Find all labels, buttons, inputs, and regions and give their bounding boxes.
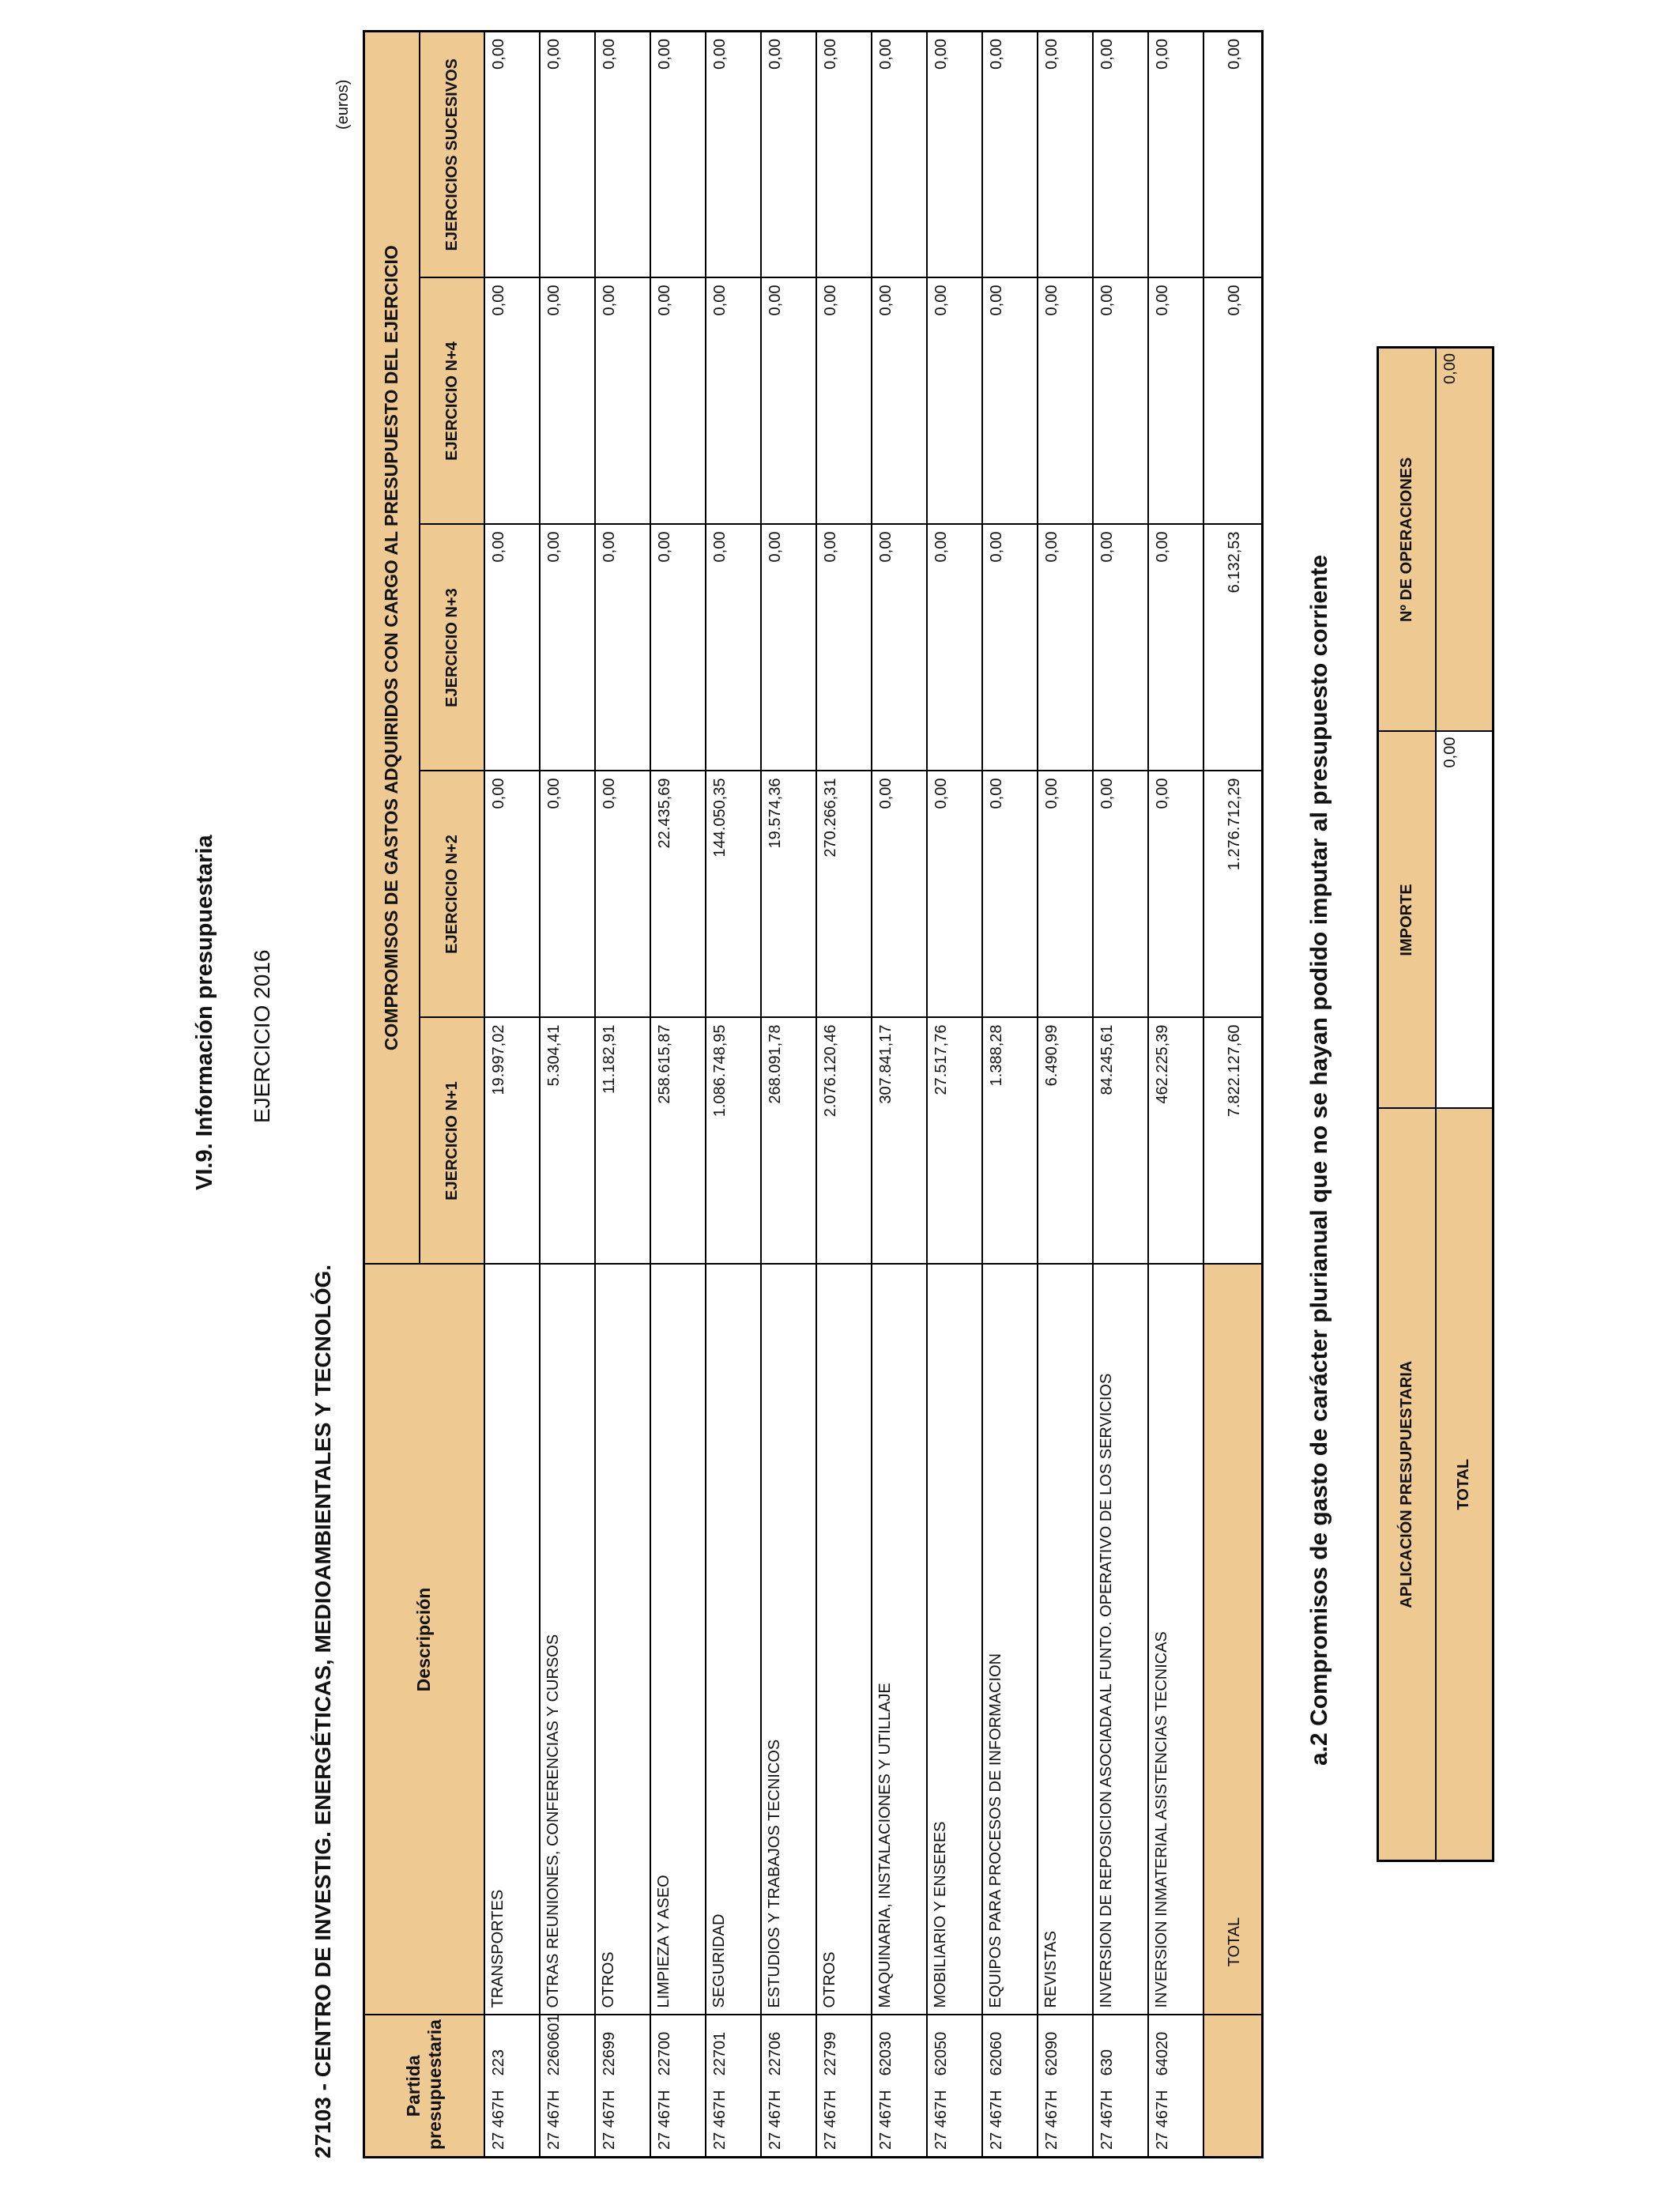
table-row — [540, 31, 595, 2157]
n1-cell: 27.517,76 — [927, 1018, 982, 1265]
descripcion-cell: TRANSPORTES — [484, 1265, 540, 2015]
n4-cell: 0,00 — [650, 278, 706, 525]
concept-code: 64020 — [1153, 2031, 1171, 2076]
col-n3-header: EJERCICIO N+3 — [420, 525, 484, 771]
table-row — [761, 31, 816, 2157]
n4-cell: 0,00 — [540, 278, 595, 525]
a2-col-operaciones: Nº DE OPERACIONES — [1378, 348, 1436, 732]
partida-cell — [927, 2015, 982, 2158]
sucesivos-cell: 0,00 — [816, 31, 872, 277]
total-empty-cell — [1203, 2015, 1263, 2158]
partida-cell — [872, 2015, 927, 2158]
descripcion-cell: SEGURIDAD — [706, 1265, 761, 2015]
sucesivos-cell: 0,00 — [761, 31, 816, 277]
sucesivos-cell: 0,00 — [706, 31, 761, 277]
section-a2-title: a.2 Compromisos de gasto de carácter plurianual que no se hayan podido imputar al presupuesto corriente — [1306, 554, 1332, 1766]
n2-cell: 0,00 — [927, 771, 982, 1018]
n2-cell: 0,00 — [540, 771, 595, 1018]
n4-cell: 0,00 — [595, 278, 650, 525]
sucesivos-cell: 0,00 — [872, 31, 927, 277]
col-partida-header: Partida presupuestaria — [364, 2015, 484, 2158]
a2-total-operaciones: 0,00 — [1436, 348, 1494, 732]
program-code: 27 467H — [544, 2090, 563, 2150]
partida-cell — [484, 2015, 540, 2158]
n1-cell: 268.091,78 — [761, 1018, 816, 1265]
sucesivos-cell: 0,00 — [595, 31, 650, 277]
program-code: 27 467H — [655, 2090, 673, 2150]
n3-cell: 0,00 — [927, 525, 982, 771]
n2-cell: 22.435,69 — [650, 771, 706, 1018]
partida-cell — [706, 2015, 761, 2158]
commitments-table — [363, 30, 1264, 2158]
program-code: 27 467H — [987, 2090, 1005, 2150]
n1-cell: 1.388,28 — [982, 1018, 1038, 1265]
descripcion-cell: MAQUINARIA, INSTALACIONES Y UTILLAJE — [872, 1265, 927, 2015]
entity-heading: 27103 - CENTRO DE INVESTIG. ENERGÉTICAS, MEDIOAMBIENTALES Y TECNOLÓG. — [311, 1264, 335, 2158]
n3-cell: 0,00 — [595, 525, 650, 771]
col-n4-header: EJERCICIO N+4 — [420, 278, 484, 525]
group-header: COMPROMISOS DE GASTOS ADQUIRIDOS CON CARGO AL PRESUPUESTO DEL EJERCICIO — [364, 31, 420, 1264]
concept-code: 630 — [1098, 2049, 1116, 2076]
n2-cell: 0,00 — [484, 771, 540, 1018]
descripcion-cell: MOBILIARIO Y ENSERES — [927, 1265, 982, 2015]
total-row — [1203, 31, 1263, 2157]
n1-cell: 84.245,61 — [1093, 1018, 1148, 1265]
sucesivos-cell: 0,00 — [1093, 31, 1148, 277]
n1-cell: 258.615,87 — [650, 1018, 706, 1265]
concept-code: 62060 — [987, 2031, 1005, 2076]
sucesivos-cell: 0,00 — [1148, 31, 1203, 277]
descripcion-cell: ESTUDIOS Y TRABAJOS TECNICOS — [761, 1265, 816, 2015]
descripcion-cell: LIMPIEZA Y ASEO — [650, 1265, 706, 2015]
total-label: TOTAL — [1203, 1265, 1263, 2015]
n1-cell: 462.225,39 — [1148, 1018, 1203, 1265]
partida-cell — [1148, 2015, 1203, 2158]
partida-cell — [595, 2015, 650, 2158]
program-code: 27 467H — [600, 2090, 618, 2150]
program-code: 27 467H — [710, 2090, 729, 2150]
table-row — [706, 31, 761, 2157]
concept-code: 223 — [489, 2049, 507, 2076]
n1-cell: 307.841,17 — [872, 1018, 927, 1265]
table-row — [595, 31, 650, 2157]
program-code: 27 467H — [821, 2090, 839, 2150]
n3-cell: 0,00 — [1148, 525, 1203, 771]
descripcion-cell: INVERSION DE REPOSICION ASOCIADA AL FUNTO. OPERATIVO DE LOS SERVICIOS — [1093, 1265, 1148, 2015]
a2-total-importe: 0,00 — [1436, 732, 1494, 1109]
n2-cell: 0,00 — [1038, 771, 1093, 1018]
total-n4: 0,00 — [1203, 278, 1263, 525]
table-row — [484, 31, 540, 2157]
n3-cell: 0,00 — [650, 525, 706, 771]
descripcion-cell: OTROS — [595, 1265, 650, 2015]
descripcion-cell: OTROS — [816, 1265, 872, 2015]
n2-cell: 0,00 — [982, 771, 1038, 1018]
sucesivos-cell: 0,00 — [484, 31, 540, 277]
partida-cell — [816, 2015, 872, 2158]
table-row — [927, 31, 982, 2157]
concept-code: 22799 — [821, 2031, 839, 2076]
concept-code: 62090 — [1042, 2031, 1060, 2076]
n1-cell: 6.490,99 — [1038, 1018, 1093, 1265]
total-sucesivos: 0,00 — [1203, 31, 1263, 277]
sucesivos-cell: 0,00 — [927, 31, 982, 277]
fiscal-year: EJERCICIO 2016 — [250, 949, 274, 1123]
n4-cell: 0,00 — [706, 278, 761, 525]
n4-cell: 0,00 — [1093, 278, 1148, 525]
partida-cell — [1038, 2015, 1093, 2158]
n3-cell: 0,00 — [816, 525, 872, 771]
table-body — [484, 31, 1203, 2157]
n4-cell: 0,00 — [484, 278, 540, 525]
n4-cell: 0,00 — [927, 278, 982, 525]
sucesivos-cell: 0,00 — [540, 31, 595, 277]
col-descripcion-header: Descripción — [364, 1265, 484, 2015]
n1-cell: 5.304,41 — [540, 1018, 595, 1265]
program-code: 27 467H — [876, 2090, 895, 2150]
program-code: 27 467H — [1098, 2090, 1116, 2150]
n4-cell: 0,00 — [1148, 278, 1203, 525]
n2-cell: 0,00 — [872, 771, 927, 1018]
table-row — [1093, 31, 1148, 2157]
n3-cell: 0,00 — [540, 525, 595, 771]
concept-code: 2260601 — [544, 2014, 563, 2076]
sucesivos-cell: 0,00 — [650, 31, 706, 277]
program-code: 27 467H — [1153, 2090, 1171, 2150]
n1-cell: 19.997,02 — [484, 1018, 540, 1265]
partida-cell — [650, 2015, 706, 2158]
program-code: 27 467H — [932, 2090, 950, 2150]
concept-code: 22699 — [600, 2031, 618, 2076]
col-n2-header: EJERCICIO N+2 — [420, 771, 484, 1018]
concept-code: 62050 — [932, 2031, 950, 2076]
total-n3: 6.132,53 — [1203, 525, 1263, 771]
total-n1: 7.822.127,60 — [1203, 1018, 1263, 1265]
col-sucesivos-header: EJERCICIOS SUCESIVOS — [420, 31, 484, 277]
n4-cell: 0,00 — [761, 278, 816, 525]
program-code: 27 467H — [489, 2090, 507, 2150]
program-code: 27 467H — [1042, 2090, 1060, 2150]
n4-cell: 0,00 — [1038, 278, 1093, 525]
descripcion-cell: INVERSION INMATERIAL ASISTENCIAS TECNICAS — [1148, 1265, 1203, 2015]
a2-table — [1377, 346, 1494, 1862]
n3-cell: 0,00 — [982, 525, 1038, 771]
concept-code: 22701 — [710, 2031, 729, 2076]
n2-cell: 0,00 — [1093, 771, 1148, 1018]
n1-cell: 1.086.748,95 — [706, 1018, 761, 1265]
sucesivos-cell: 0,00 — [982, 31, 1038, 277]
concept-code: 22700 — [655, 2031, 673, 2076]
page-title: VI.9. Información presupuestaria — [192, 835, 217, 1190]
descripcion-cell: REVISTAS — [1038, 1265, 1093, 2015]
n3-cell: 0,00 — [1093, 525, 1148, 771]
table-row — [872, 31, 927, 2157]
n2-cell: 270.266,31 — [816, 771, 872, 1018]
n2-cell: 0,00 — [595, 771, 650, 1018]
program-code: 27 467H — [766, 2090, 784, 2150]
table-row — [816, 31, 872, 2157]
n4-cell: 0,00 — [982, 278, 1038, 525]
units-label: (euros) — [334, 79, 352, 130]
partida-cell — [1093, 2015, 1148, 2158]
a2-col-aplicacion: APLICACIÓN PRESUPUESTARIA — [1378, 1109, 1436, 1861]
n4-cell: 0,00 — [872, 278, 927, 525]
n1-cell: 11.182,91 — [595, 1018, 650, 1265]
n3-cell: 0,00 — [761, 525, 816, 771]
table-row — [1148, 31, 1203, 2157]
total-n2: 1.276.712,29 — [1203, 771, 1263, 1018]
n2-cell: 144.050,35 — [706, 771, 761, 1018]
descripcion-cell: OTRAS REUNIONES, CONFERENCIAS Y CURSOS — [540, 1265, 595, 2015]
n3-cell: 0,00 — [484, 525, 540, 771]
a2-total-label: TOTAL — [1436, 1109, 1494, 1861]
sucesivos-cell: 0,00 — [1038, 31, 1093, 277]
n2-cell: 19.574,36 — [761, 771, 816, 1018]
n3-cell: 0,00 — [1038, 525, 1093, 771]
partida-cell — [540, 2015, 595, 2158]
n2-cell: 0,00 — [1148, 771, 1203, 1018]
concept-code: 22706 — [766, 2031, 784, 2076]
partida-cell — [982, 2015, 1038, 2158]
table-row — [650, 31, 706, 2157]
table-row — [982, 31, 1038, 2157]
n1-cell: 2.076.120,46 — [816, 1018, 872, 1265]
n3-cell: 0,00 — [872, 525, 927, 771]
n4-cell: 0,00 — [816, 278, 872, 525]
table-row — [1038, 31, 1093, 2157]
partida-cell — [761, 2015, 816, 2158]
concept-code: 62030 — [876, 2031, 895, 2076]
col-n1-header: EJERCICIO N+1 — [420, 1018, 484, 1265]
a2-col-importe: IMPORTE — [1378, 732, 1436, 1109]
n3-cell: 0,00 — [706, 525, 761, 771]
descripcion-cell: EQUIPOS PARA PROCESOS DE INFORMACION — [982, 1265, 1038, 2015]
